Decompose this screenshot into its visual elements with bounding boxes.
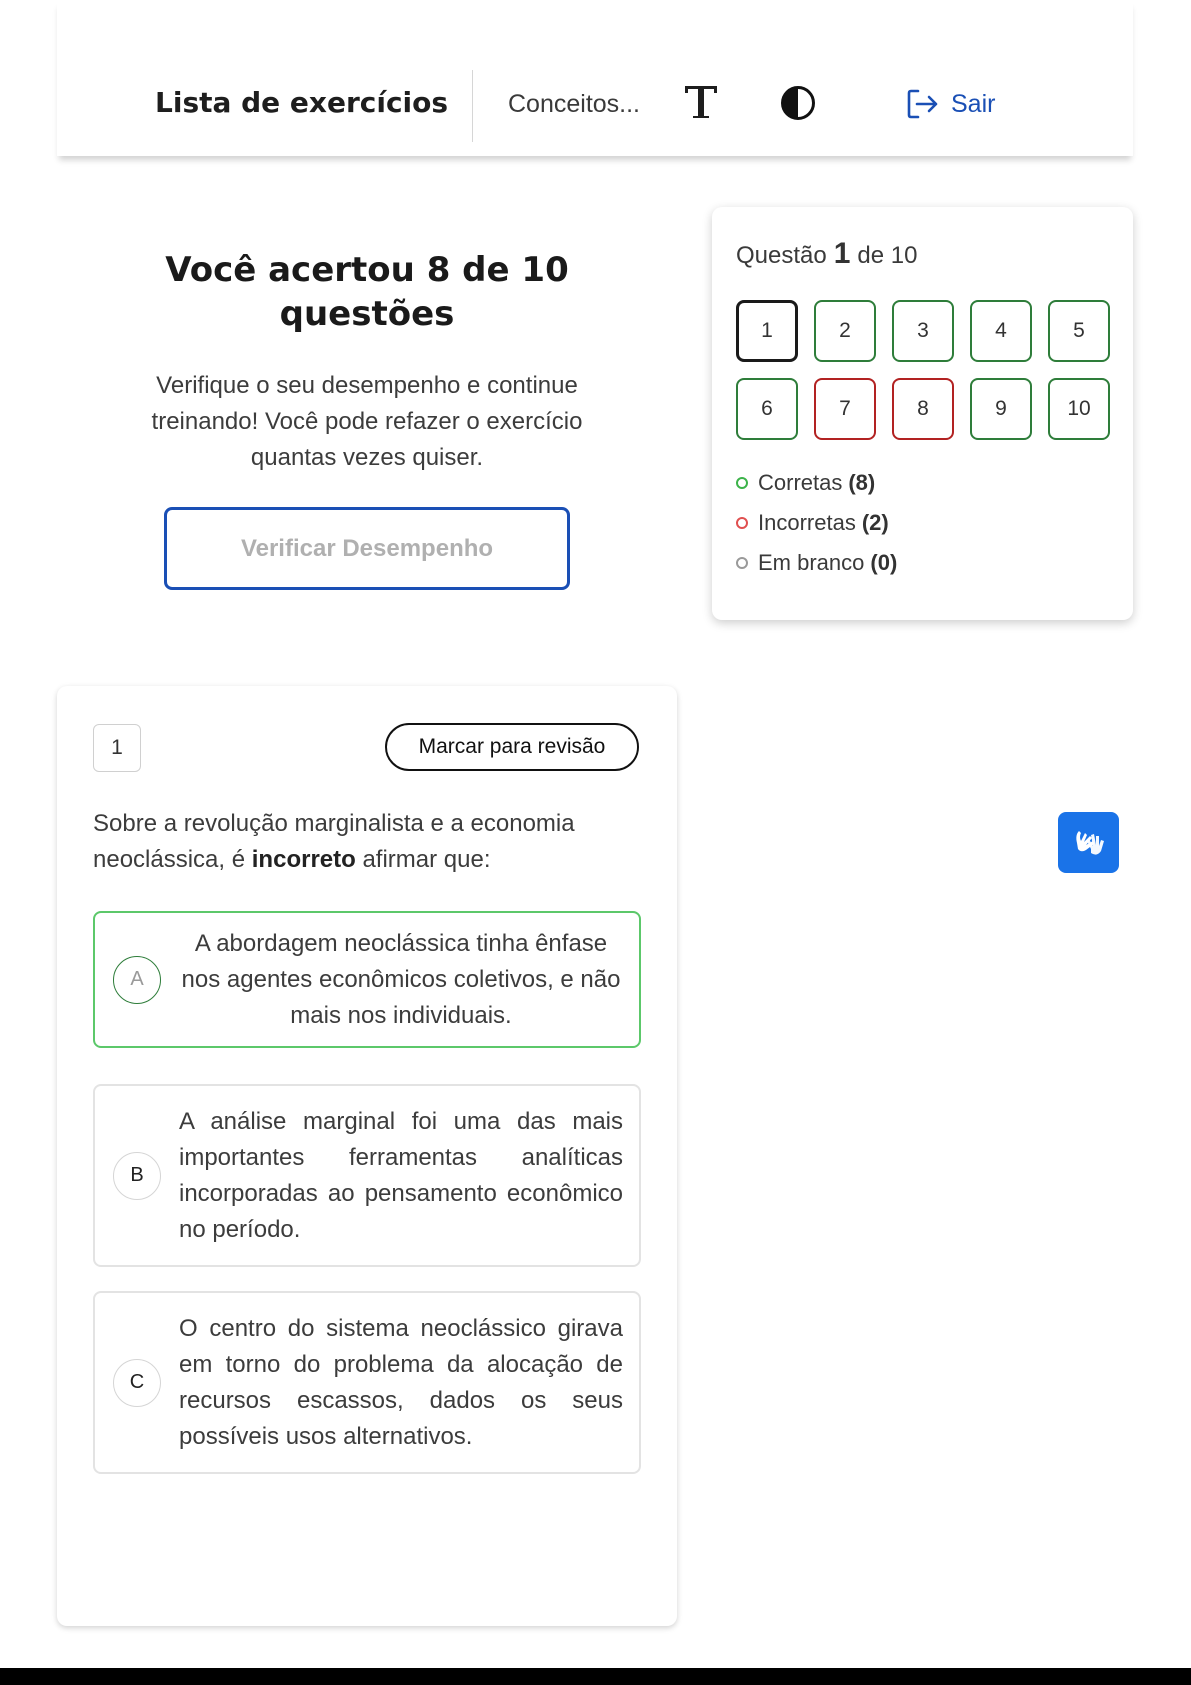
legend-count: (8) <box>848 470 876 495</box>
question-nav-button[interactable]: 1 <box>736 300 798 362</box>
bottom-bar <box>0 1668 1191 1685</box>
legend-item <box>736 543 897 583</box>
option-letter: C <box>113 1359 161 1407</box>
question-nav-button[interactable]: 9 <box>970 378 1032 440</box>
result-summary <box>100 248 634 476</box>
logout-label: Sair <box>951 89 996 118</box>
logout-icon <box>905 86 941 122</box>
question-navigator <box>712 207 1133 620</box>
logout-button[interactable] <box>905 86 995 122</box>
sign-language-hands-icon <box>1069 823 1109 863</box>
question-nav-button[interactable]: 2 <box>814 300 876 362</box>
option-b[interactable] <box>93 1084 641 1267</box>
option-text: A abordagem neoclássica tinha ênfase nos agentes econômicos coletivos, e não mais nos individuais. <box>181 929 621 1029</box>
contrast-icon[interactable] <box>779 84 817 122</box>
option-c[interactable] <box>93 1291 641 1474</box>
top-header <box>57 0 1133 156</box>
legend-item <box>736 503 897 543</box>
option-letter: B <box>113 1152 161 1200</box>
option-text: O centro do sistema neoclássico girava em torno do problema da alocação de recursos escassos, dados os seus possíveis usos alternativos. <box>179 1314 623 1450</box>
subject-title[interactable]: Conceitos... <box>508 90 641 118</box>
option-letter: A <box>113 956 161 1004</box>
question-nav-button[interactable]: 3 <box>892 300 954 362</box>
question-counter-prefix: Questão <box>736 242 827 269</box>
question-nav-button[interactable]: 10 <box>1048 378 1110 440</box>
statement-text-before: Sobre a revolução marginalista e a economia neoclássica, é <box>93 810 575 873</box>
legend-label: Em branco <box>758 550 865 575</box>
question-statement <box>93 806 641 878</box>
result-text: Verifique o seu desempenho e continue treinando! Você pode refazer o exercício quantas vezes quiser. <box>151 372 583 471</box>
question-counter-current: 1 <box>833 237 851 270</box>
question-counter <box>736 237 917 271</box>
question-number: 1 <box>93 724 141 772</box>
result-title: Você acertou 8 de 10 questões <box>165 250 569 334</box>
question-nav-button[interactable]: 8 <box>892 378 954 440</box>
legend-label: Corretas <box>758 470 843 495</box>
font-size-icon[interactable] <box>681 80 721 122</box>
mark-for-review-button[interactable]: Marcar para revisão <box>385 723 639 771</box>
question-grid <box>736 300 1110 440</box>
legend-label: Incorretas <box>758 510 856 535</box>
vlibras-button[interactable] <box>1058 812 1119 873</box>
page-title: Lista de exercícios <box>155 86 449 119</box>
question-nav-button[interactable]: 7 <box>814 378 876 440</box>
verify-performance-button[interactable]: Verificar Desempenho <box>164 507 570 590</box>
question-nav-button[interactable]: 6 <box>736 378 798 440</box>
legend-dot-icon <box>736 517 748 529</box>
legend-count: (0) <box>870 550 898 575</box>
status-legend <box>736 463 897 583</box>
question-counter-suffix: de 10 <box>857 242 918 269</box>
option-text: A análise marginal foi uma das mais importantes ferramentas analíticas incorporadas ao pensamento econômico no período. <box>179 1107 623 1243</box>
header-divider <box>472 70 473 142</box>
question-card <box>57 686 677 1626</box>
legend-dot-icon <box>736 557 748 569</box>
statement-emphasis: incorreto <box>251 846 356 873</box>
question-nav-button[interactable]: 4 <box>970 300 1032 362</box>
statement-text-after: afirmar que: <box>362 846 491 873</box>
legend-count: (2) <box>861 510 889 535</box>
option-a[interactable] <box>93 911 641 1048</box>
question-nav-button[interactable]: 5 <box>1048 300 1110 362</box>
legend-dot-icon <box>736 477 748 489</box>
legend-item <box>736 463 897 503</box>
